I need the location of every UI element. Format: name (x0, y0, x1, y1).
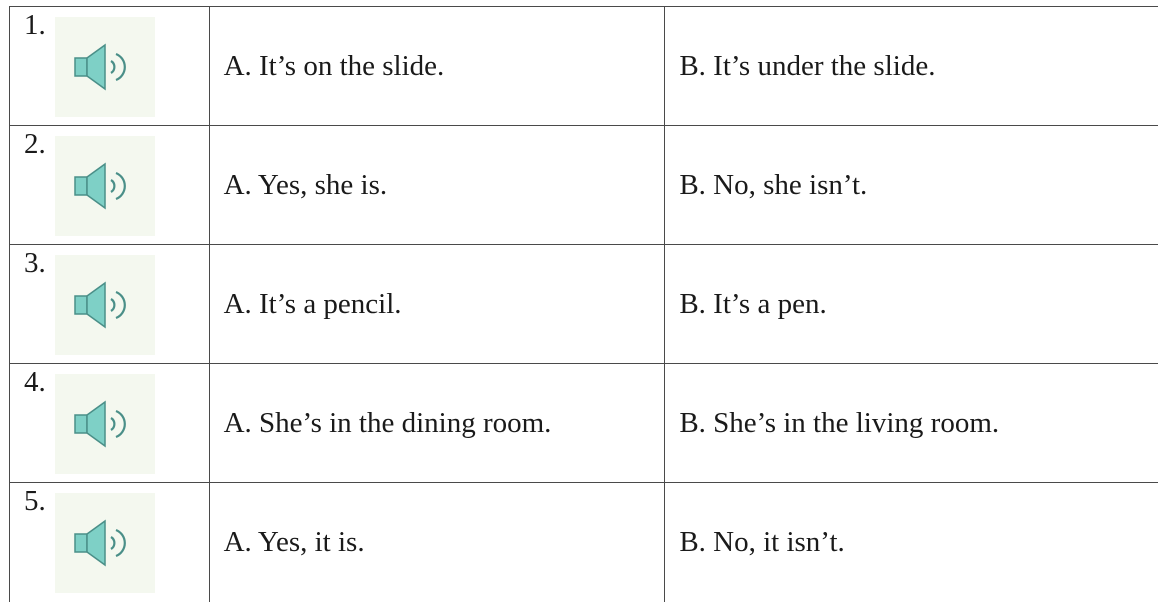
question-number: 5. (24, 485, 46, 517)
speaker-icon (73, 518, 137, 568)
table-row (10, 483, 1158, 602)
play-audio-button[interactable] (55, 255, 155, 355)
option-b-text: B. No, it isn’t. (679, 525, 845, 558)
question-number: 1. (24, 9, 46, 41)
option-b-cell (665, 245, 1158, 364)
question-number: 4. (24, 366, 46, 398)
option-a-text: A. Yes, she is. (223, 168, 388, 201)
listening-quiz-table (9, 6, 1158, 602)
play-audio-button[interactable] (55, 17, 155, 117)
option-b-text: B. No, she isn’t. (679, 168, 868, 201)
option-a-text: A. Yes, it is. (223, 525, 365, 558)
question-cell (10, 483, 210, 602)
question-cell (10, 245, 210, 364)
option-b-cell (665, 126, 1158, 245)
play-audio-button[interactable] (55, 493, 155, 593)
option-b-text: B. It’s under the slide. (679, 49, 936, 82)
question-cell (10, 126, 210, 245)
option-a-text: A. It’s a pencil. (223, 287, 402, 320)
option-b-text: B. She’s in the living room. (679, 406, 1000, 439)
table-row (10, 7, 1158, 126)
option-b-text: B. It’s a pen. (679, 287, 827, 320)
option-a-cell (209, 245, 665, 364)
question-number: 3. (24, 247, 46, 279)
table-row (10, 126, 1158, 245)
option-b-cell (665, 7, 1158, 126)
option-b-cell (665, 364, 1158, 483)
speaker-icon (73, 161, 137, 211)
option-a-text: A. It’s on the slide. (223, 49, 445, 82)
play-audio-button[interactable] (55, 136, 155, 236)
table-row (10, 364, 1158, 483)
option-a-text: A. She’s in the dining room. (223, 406, 552, 439)
speaker-icon (73, 42, 137, 92)
option-b-cell (665, 483, 1158, 602)
speaker-icon (73, 280, 137, 330)
option-a-cell (209, 7, 665, 126)
question-number: 2. (24, 128, 46, 160)
option-a-cell (209, 483, 665, 602)
speaker-icon (73, 399, 137, 449)
question-cell (10, 364, 210, 483)
option-a-cell (209, 126, 665, 245)
play-audio-button[interactable] (55, 374, 155, 474)
table-row (10, 245, 1158, 364)
option-a-cell (209, 364, 665, 483)
question-cell (10, 7, 210, 126)
